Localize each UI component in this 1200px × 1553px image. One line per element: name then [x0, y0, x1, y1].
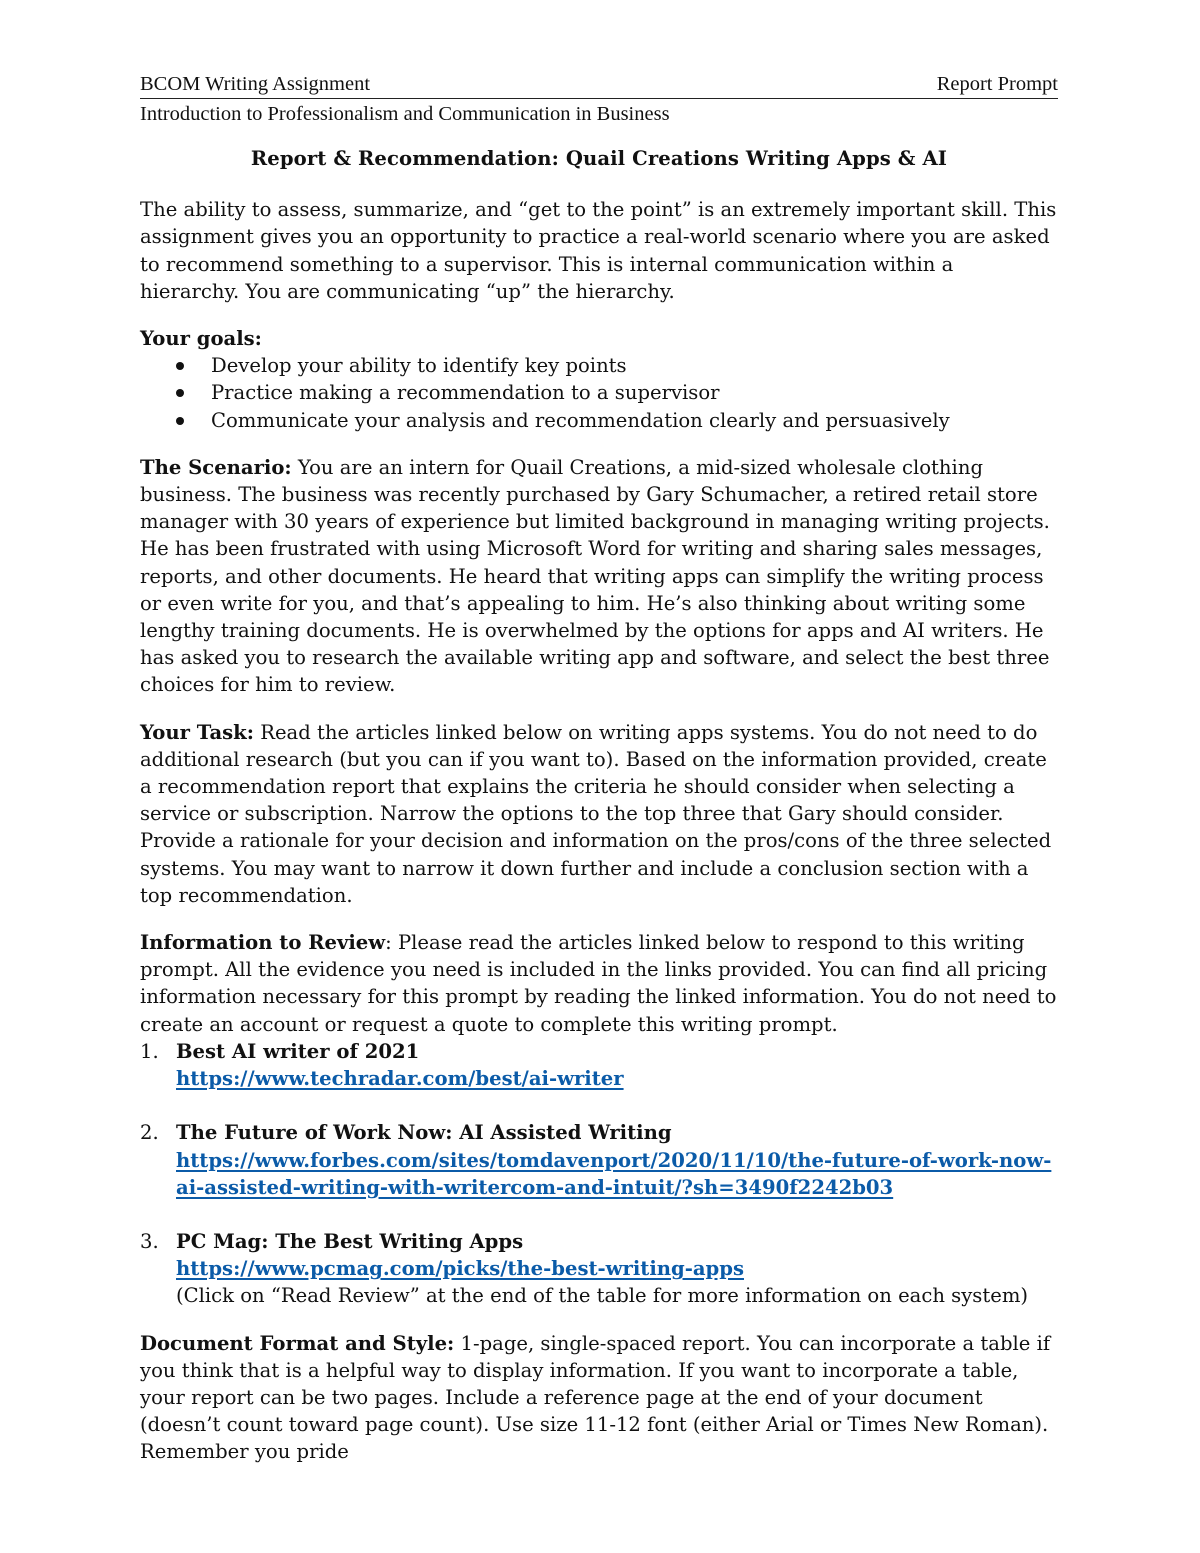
reference-title: Best AI writer of 2021: [176, 1039, 420, 1063]
format-paragraph: [140, 1330, 1058, 1466]
reference-number: 3.: [140, 1229, 159, 1253]
header-right: Report Prompt: [936, 72, 1058, 95]
goals-list: [140, 352, 1058, 434]
list-item: [140, 352, 1058, 379]
bullet-icon: [176, 389, 184, 397]
scenario-paragraph: [140, 454, 1058, 699]
header-left: BCOM Writing Assignment: [140, 72, 371, 95]
reference-number: 1.: [140, 1039, 159, 1063]
task-label: Your Task:: [140, 720, 254, 744]
course-subtitle: Introduction to Professionalism and Communication in Business: [140, 103, 670, 125]
reference-link[interactable]: https://www.pcmag.com/picks/the-best-writing-apps: [176, 1257, 744, 1281]
list-item: [140, 1228, 1058, 1310]
list-item: [140, 379, 1058, 406]
task-paragraph: [140, 719, 1058, 909]
document-title: Report & Recommendation: Quail Creations Writing Apps & AI: [250, 147, 948, 170]
reference-note: (Click on “Read Review” at the end of the table for more information on each system): [176, 1284, 1029, 1308]
scenario-text: You are an intern for Quail Creations, a mid-sized wholesale clothing business. The business was recently purchased by Gary Schumacher, a retired retail store manager with 30 years of experience but limited background in managing writing projects. He has been frustrated with using Microsoft Word for writing and sharing sales messages, reports, and other documents. He heard that writing apps can simplify the writing process or even write for you, and that’s appealing to him. He’s also thinking about writing some lengthy training documents. He is overwhelmed by the options for apps and AI writers. He has asked you to research the available writing app and software, and select the best three choices for him to review.: [140, 455, 1050, 697]
info-label: Information to Review: [140, 931, 386, 955]
bullet-icon: [176, 417, 184, 425]
list-item: [140, 407, 1058, 434]
goal-text: Develop your ability to identify key points: [211, 354, 627, 378]
page-header: [140, 70, 1058, 99]
list-item: [140, 1119, 1058, 1201]
list-item: [140, 1038, 1058, 1092]
document-page: [140, 70, 1058, 1486]
format-label: Document Format and Style:: [140, 1331, 455, 1355]
goal-text: Communicate your analysis and recommendation clearly and persuasively: [211, 408, 950, 432]
intro-paragraph: The ability to assess, summarize, and “get to the point” is an extremely important skill. This assignment gives you an opportunity to practice a real-world scenario where you are asked to recommend something to a supervisor. This is internal communication within a hierarchy. You are communicating “up” the hierarchy.: [140, 198, 1057, 303]
reference-title: The Future of Work Now: AI Assisted Writing: [176, 1121, 672, 1145]
format-text: 1-page, single-spaced report. You can incorporate a table if you think that is a helpful way to display information. If you want to incorporate a table, your report can be two pages. Include a reference page at the end of your document (doesn’t count toward page count). Use size 11-12 font (either Arial or Times New Roman). Remember you pride: [140, 1331, 1051, 1464]
goals-heading: Your goals:: [140, 327, 262, 351]
reference-link[interactable]: https://www.forbes.com/sites/tomdavenport/2020/11/10/the-future-of-work-now-ai-assisted-writing-with-writercom-and-intuit/?sh=3490f2242b03: [176, 1148, 1052, 1199]
bullet-icon: [176, 362, 184, 370]
goal-text: Practice making a recommendation to a supervisor: [211, 381, 720, 405]
task-text: Read the articles linked below on writing apps systems. You do not need to do additional research (but you can if you want to). Based on the information provided, create a recommendation report that explains the criteria he should consider when selecting a service or subscription. Narrow the options to the top three that Gary should consider. Provide a rationale for your decision and information on the pros/cons of the three selected systems. You may want to narrow it down further and include a conclusion section with a top recommendation.: [140, 720, 1052, 907]
reference-title: PC Mag: The Best Writing Apps: [176, 1229, 524, 1253]
scenario-label: The Scenario:: [140, 455, 292, 479]
reference-list: [140, 1038, 1058, 1310]
info-text: : Please read the articles linked below to respond to this writing prompt. All the evidence you need is included in the links provided. You can find all pricing information necessary for this prompt by reading the linked information. You do not need to create an account or request a quote to complete this writing prompt.: [140, 931, 1057, 1036]
reference-link[interactable]: https://www.techradar.com/best/ai-writer: [176, 1067, 624, 1091]
info-paragraph: [140, 929, 1058, 1038]
reference-number: 2.: [140, 1121, 159, 1145]
